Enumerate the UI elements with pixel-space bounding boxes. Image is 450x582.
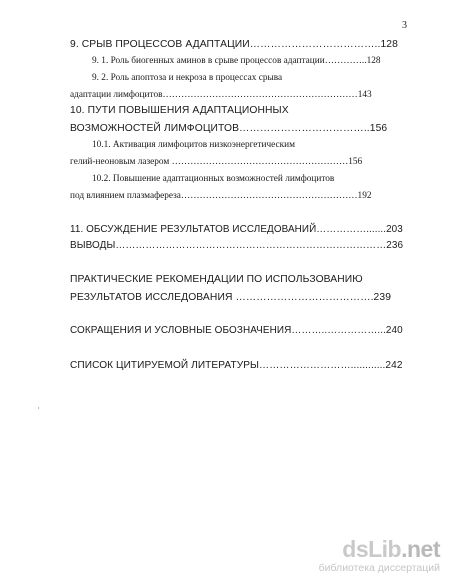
toc-entry-references: СПИСОК ЦИТИРУЕМОЙ ЛИТЕРАТУРЫ………………………............242 <box>70 360 403 371</box>
toc-entry-11: 11. ОБСУЖДЕНИЕ РЕЗУЛЬТАТОВ ИССЛЕДОВАНИЙ…………….......203 <box>70 224 403 235</box>
toc-entry-9-2-line1: 9. 2. Роль апоптоза и некроза в процессах срыва <box>92 73 283 83</box>
toc-entry-10-2-line1: 10.2. Повышение адаптационных возможностей лимфоцитов <box>92 174 335 184</box>
toc-entry-10-1-line1: 10.1. Активация лимфоцитов низкоэнергетическим <box>92 140 295 150</box>
toc-entry-9-1: 9. 1. Роль биогенных аминов в срыве процессов адаптации…………..128 <box>92 56 381 66</box>
watermark <box>319 538 440 574</box>
toc-entry-10-line1: 10. ПУТИ ПОВЫШЕНИЯ АДАПТАЦИОННЫХ <box>70 105 289 116</box>
toc-entry-10-2-line2: под влиянием плазмафереза…………………………………………………192 <box>70 191 372 201</box>
page-number: 3 <box>402 20 407 31</box>
scan-speck <box>38 407 39 409</box>
toc-entry-abbreviations: СОКРАЩЕНИЯ И УСЛОВНЫЕ ОБОЗНАЧЕНИЯ………..……………...240 <box>70 325 403 336</box>
toc-entry-recommendations-line1: ПРАКТИЧЕСКИЕ РЕКОМЕНДАЦИИ ПО ИСПОЛЬЗОВАНИЮ <box>70 274 363 285</box>
toc-entry-9-2-line2: адаптации лимфоцитов………………………………………………………143 <box>70 90 372 100</box>
watermark-tagline: библиотека диссертаций <box>318 562 440 574</box>
toc-entry-conclusions: ВЫВОДЫ………………………………………………………………………236 <box>70 240 404 251</box>
watermark-logo-main: dsLib <box>342 536 402 562</box>
toc-entry-recommendations-line2: РЕЗУЛЬТАТОВ ИССЛЕДОВАНИЯ ………………………………….239 <box>70 292 392 303</box>
toc-entry-9: 9. СРЫВ ПРОЦЕССОВ АДАПТАЦИИ………………………………..128 <box>70 39 398 50</box>
watermark-logo <box>319 538 440 561</box>
watermark-logo-suffix: .net <box>401 536 440 562</box>
toc-entry-10-1-line2: гелий-неоновым лазером …………………………………………………156 <box>70 157 363 167</box>
toc-entry-10-line2: ВОЗМОЖНОСТЕЙ ЛИМФОЦИТОВ………………………………..156 <box>70 123 388 134</box>
